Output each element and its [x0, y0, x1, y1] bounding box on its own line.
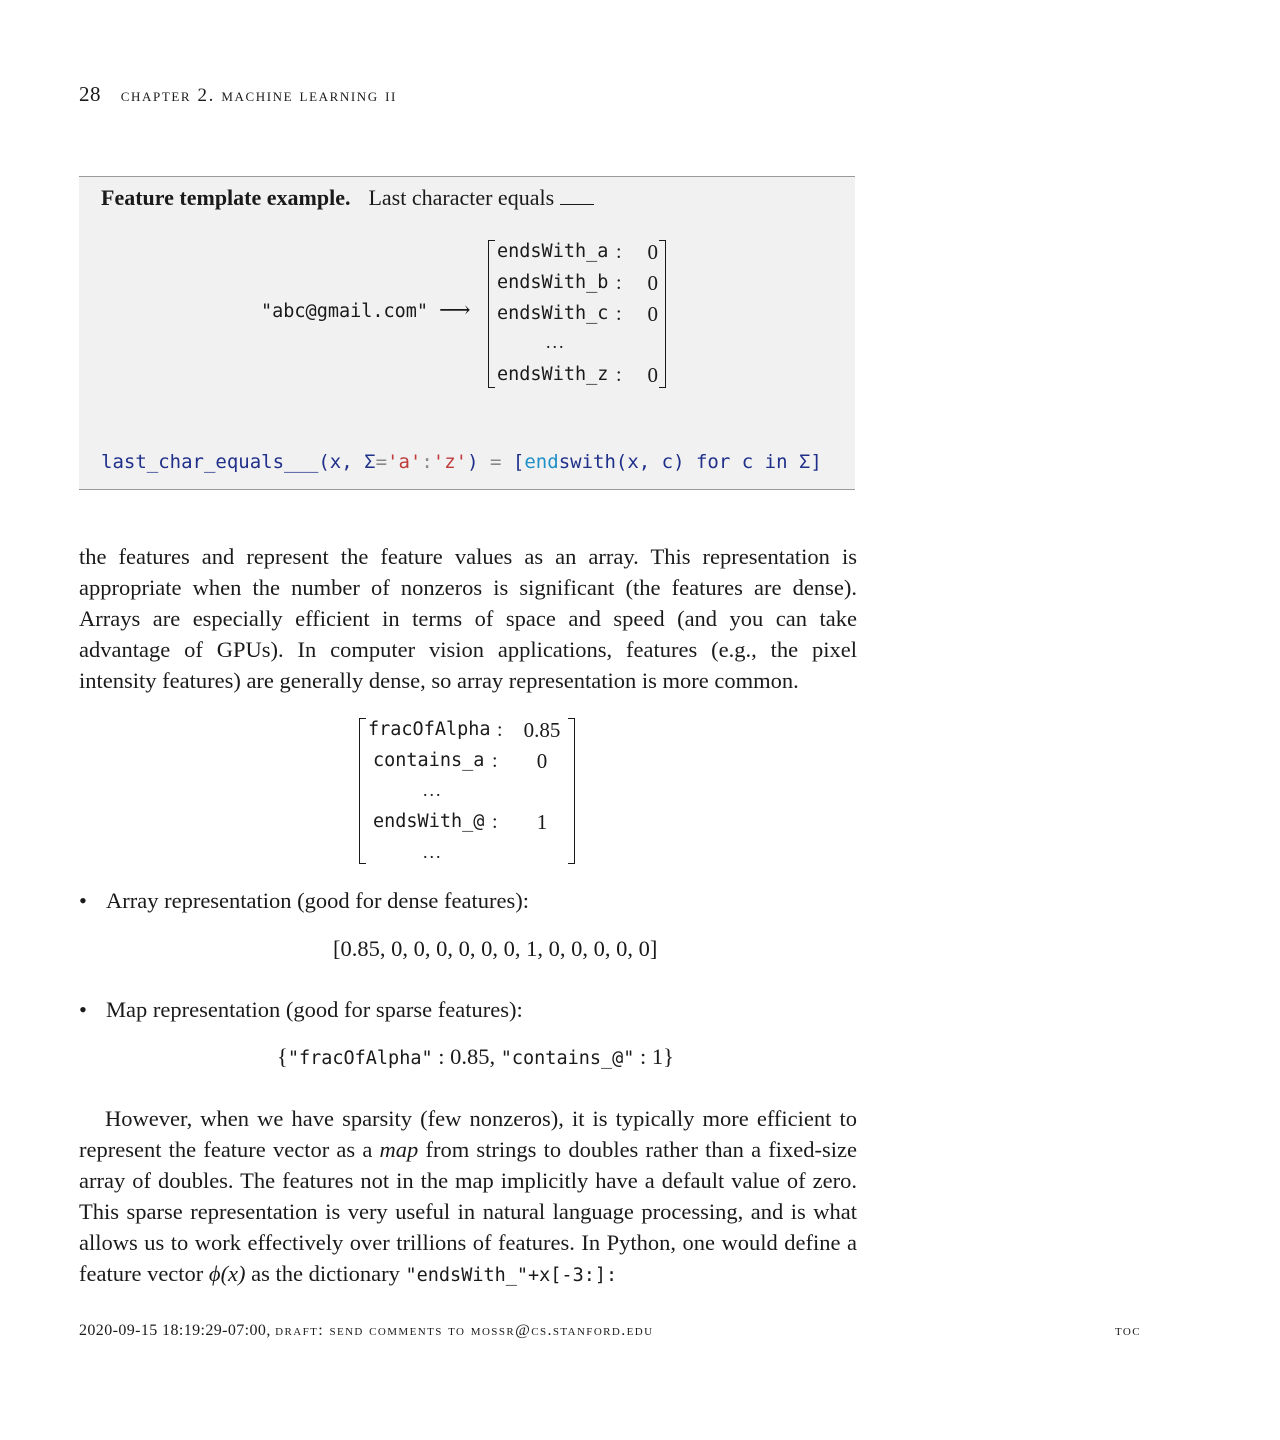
vector-row [359, 808, 575, 836]
code-swith: swith [558, 451, 616, 473]
code-str-a: 'a' [387, 451, 422, 473]
map-open-brace: { [277, 1044, 288, 1069]
vector-row [488, 328, 666, 356]
map-key-1: "fracOfAlpha" [287, 1048, 433, 1069]
code-kw-for: for [695, 451, 731, 473]
ends-with-vector [488, 240, 666, 388]
example-title [101, 185, 594, 211]
vector-row [488, 269, 666, 297]
vector-value: 0 [647, 240, 658, 264]
vector-value: 0 [536, 749, 548, 773]
vector-row [359, 747, 575, 775]
bullet-array-representation [79, 885, 529, 916]
bullet-text: Map representation (good for sparse features): [106, 997, 523, 1022]
code-colon: : [421, 451, 433, 473]
paragraph-italic-map: map [379, 1137, 419, 1162]
map-close-brace: } [663, 1044, 674, 1069]
feature-template-example-box [79, 176, 855, 490]
vector-value: 0 [647, 302, 658, 326]
paragraph-part: as the dictionary [245, 1261, 406, 1286]
vector-row [359, 716, 575, 744]
code-args-open: (x, [318, 451, 365, 473]
running-head [79, 82, 397, 107]
vector-colon: : [492, 750, 498, 772]
code-ends: end [524, 451, 559, 473]
paragraph-sparse-representation [79, 1103, 857, 1291]
code-call-args: (x, c) [615, 451, 696, 473]
toc-link[interactable]: toc [1115, 1322, 1142, 1339]
vector-row [488, 238, 666, 266]
map-sep-1: : 0.85, [432, 1044, 501, 1069]
chapter-title: chapter 2. machine learning ii [120, 85, 397, 106]
vector-ellipsis: ... [423, 780, 443, 800]
feature-vector [359, 718, 575, 864]
code-tail: Σ] [787, 451, 822, 473]
vector-value: 0 [647, 271, 658, 295]
vector-ellipsis: ... [423, 842, 443, 862]
input-string: "abc@gmail.com" [261, 301, 429, 322]
bullet-icon: • [79, 888, 87, 913]
vector-key: endsWith_z [497, 364, 609, 385]
map-representation [277, 1044, 674, 1070]
footer-timestamp: 2020-09-15 18:19:29-07:00, [79, 1322, 271, 1339]
vector-colon: : [616, 272, 622, 294]
vector-key: endsWith_@ [373, 811, 485, 832]
code-list-open: [ [501, 451, 525, 473]
paragraph-text [79, 1103, 857, 1291]
vector-ellipsis: ... [546, 332, 566, 352]
footer-draft-note: draft: send comments to mossr@cs.stanford.edu [275, 1322, 654, 1339]
footer [79, 1322, 653, 1340]
code-mid: c [730, 451, 765, 473]
vector-key: fracOfAlpha [368, 719, 491, 740]
page-number: 28 [79, 82, 101, 106]
example-title-bold: Feature template example. [101, 185, 351, 210]
vector-colon: : [616, 241, 622, 263]
bullet-text: Array representation (good for dense features): [106, 888, 529, 913]
vector-key: endsWith_a [497, 241, 609, 262]
vector-value: 0.85 [523, 718, 561, 742]
paragraph-text: the features and represent the feature values as an array. This representation is appropriate when the number of nonzeros is significant (the features are dense). Arrays are especially efficient in terms of space and speed (and you can take advantage of GPUs). In computer vision applications, features (e.g., the pixel intensity features) are generally dense, so array representation is more common. [79, 544, 857, 693]
bullet-icon: • [79, 997, 87, 1022]
bullet-map-representation [79, 994, 523, 1025]
paragraph-part: from strings to doubles rather than a fixed-size array of doubles. The features not in the map implicitly have a default value of zero. This sparse representation is very useful in natural language processing, and is what allows us to work effectively over trillions of features. In Python, one would define a feature vector [79, 1137, 857, 1286]
array-representation: [0.85, 0, 0, 0, 0, 0, 0, 1, 0, 0, 0, 0, 0] [333, 936, 658, 961]
vector-key: endsWith_b [497, 272, 609, 293]
vector-key: endsWith_c [497, 303, 609, 324]
vector-colon: : [497, 719, 503, 741]
code-args-close: ) [467, 451, 491, 473]
code-str-z: 'z' [432, 451, 468, 473]
code-assign: = [490, 451, 502, 473]
vector-colon: : [492, 811, 498, 833]
vector-row [359, 838, 575, 866]
blank-underline [560, 190, 594, 205]
map-key-2: "contains_@" [500, 1048, 635, 1069]
vector-row [359, 776, 575, 804]
code-function-name: last_char_equals___ [101, 451, 319, 473]
code-sigma: Σ [364, 451, 376, 473]
vector-colon: : [616, 364, 622, 386]
map-sep-2: : 1 [634, 1044, 664, 1069]
arrow-icon: ⟶ [439, 297, 471, 322]
vector-colon: : [616, 303, 622, 325]
vector-key: contains_a [373, 750, 485, 771]
vector-value: 0 [647, 363, 658, 387]
vector-row [488, 361, 666, 389]
paragraph-array-representation [79, 541, 857, 696]
code-line [101, 451, 822, 473]
vector-row [488, 300, 666, 328]
code-eq: = [375, 451, 388, 473]
paragraph-part: However, when we have sparsity (few nonzeros), it is typically more efficient to represent the feature vector as a [79, 1106, 857, 1162]
code-kw-in: in [764, 451, 788, 473]
paragraph-phi: ϕ(x) [208, 1261, 246, 1286]
vector-value: 1 [536, 810, 548, 834]
example-title-text: Last character equals [368, 185, 555, 210]
paragraph-code: "endsWith_"+x[-3:]: [405, 1265, 618, 1286]
